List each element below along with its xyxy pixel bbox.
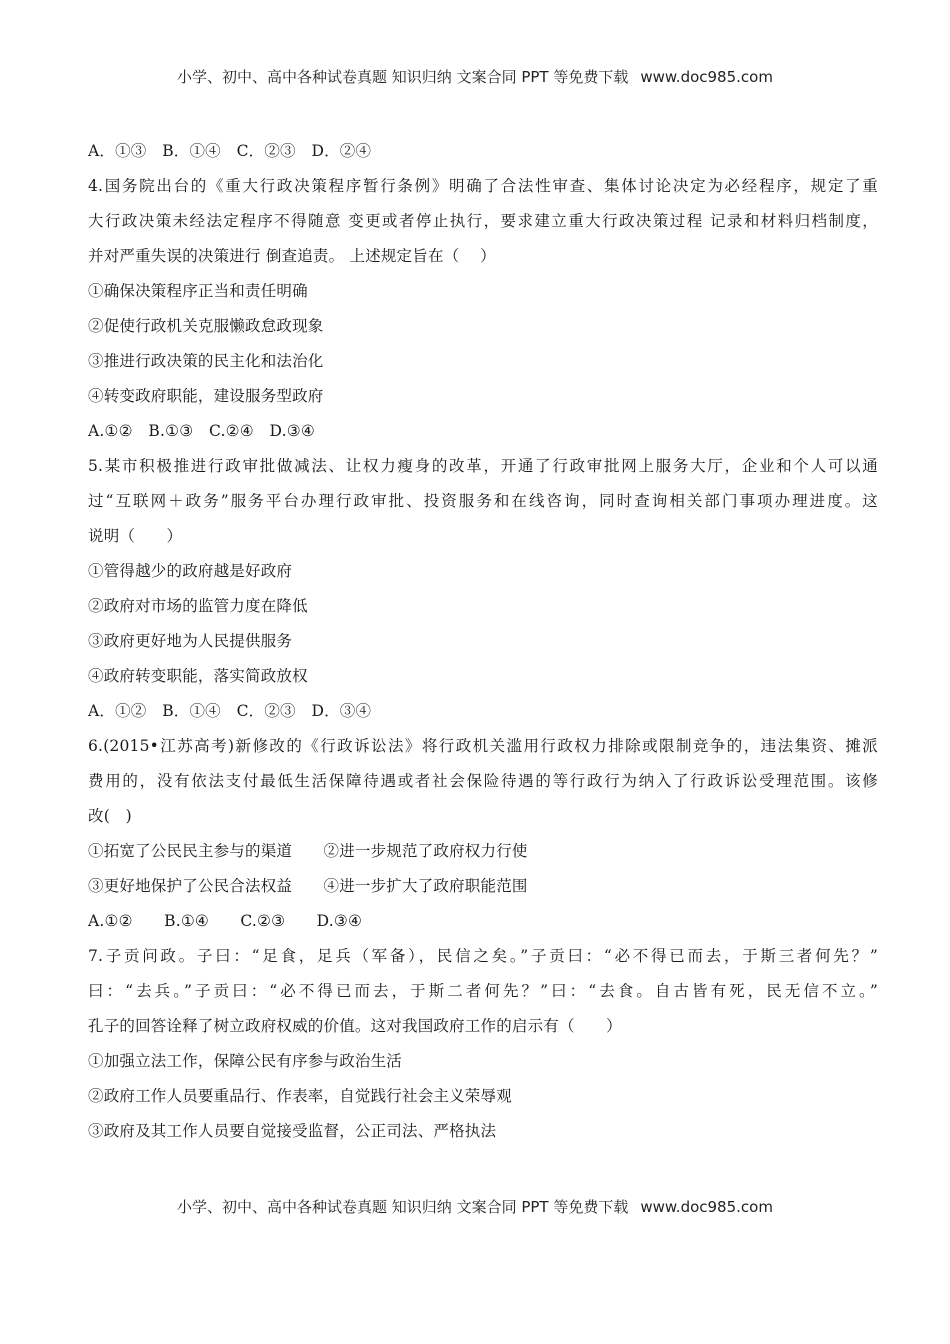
text-line: 6.(2015•江苏高考)新修改的《行政诉讼法》将行政机关滥用行政权力排除或限制竞争的，违法集资、摊派 <box>88 737 878 755</box>
text-line: 费用的，没有依法支付最低生活保障待遇或者社会保险待遇的等行政行为纳入了行政诉讼受理范围。该修 <box>88 772 878 790</box>
text-line: A.①② B.①③ C.②④ D.③④ <box>88 422 315 440</box>
text-line: 曰：“去兵。”子贡曰：“必不得已而去，于斯二者何先？”曰：“去食。自古皆有死，民无信不立。” <box>88 982 878 1000</box>
text-line: 并对严重失误的决策进行 倒查追责。 上述规定旨在（ ） <box>88 247 496 265</box>
text-line: ②政府工作人员要重品行、作表率，自觉践行社会主义荣辱观 <box>88 1087 512 1105</box>
text-line: ③政府更好地为人民提供服务 <box>88 632 293 650</box>
text-line: ④政府转变职能，落实简政放权 <box>88 667 308 685</box>
text-line: 改( ) <box>88 807 132 825</box>
document-body <box>88 134 878 1149</box>
text-line: ④转变政府职能，建设服务型政府 <box>88 387 324 405</box>
text-line: ③推进行政决策的民主化和法治化 <box>88 352 324 370</box>
text-line: ②促使行政机关克服懒政怠政现象 <box>88 317 324 335</box>
text-line: 过“互联网＋政务”服务平台办理行政审批、投资服务和在线咨询，同时查询相关部门事项办理进度。这 <box>88 492 878 510</box>
header-url[interactable]: www.doc985.com <box>640 68 773 86</box>
text-line: A．①③ B．①④ C．②③ D．②④ <box>88 142 372 160</box>
text-line: 孔子的回答诠释了树立政府权威的价值。这对我国政府工作的启示有（ ） <box>88 1017 622 1035</box>
text-line: ①管得越少的政府越是好政府 <box>88 562 293 580</box>
text-line: 大行政决策未经法定程序不得随意 变更或者停止执行，要求建立重大行政决策过程 记录和材料归档制度， <box>88 212 878 230</box>
text-line: ①确保决策程序正当和责任明确 <box>88 282 308 300</box>
page-footer <box>0 1196 950 1217</box>
text-line: ①拓宽了公民民主参与的渠道 ②进一步规范了政府权力行使 <box>88 842 528 860</box>
page-header <box>0 66 950 87</box>
text-line: ③政府及其工作人员要自觉接受监督，公正司法、严格执法 <box>88 1122 497 1140</box>
text-line: ①加强立法工作，保障公民有序参与政治生活 <box>88 1052 403 1070</box>
footer-url[interactable]: www.doc985.com <box>640 1198 773 1216</box>
text-line: 4.国务院出台的《重大行政决策程序暂行条例》明确了合法性审查、集体讨论决定为必经程序，规定了重 <box>88 177 878 195</box>
text-line: ③更好地保护了公民合法权益 ④进一步扩大了政府职能范围 <box>88 877 528 895</box>
text-line: A.①② B.①④ C.②③ D.③④ <box>88 912 363 930</box>
text-line: 5.某市积极推进行政审批做减法、让权力瘦身的改革，开通了行政审批网上服务大厅，企业和个人可以通 <box>88 457 878 475</box>
text-line: 7.子贡问政。子曰：“足食，足兵（军备），民信之矣。”子贡曰：“必不得已而去，于斯三者何先？” <box>88 947 878 965</box>
text-line: ②政府对市场的监管力度在降低 <box>88 597 308 615</box>
footer-text: 小学、初中、高中各种试卷真题 知识归纳 文案合同 PPT 等免费下载 <box>177 1198 629 1216</box>
text-line: A．①② B．①④ C．②③ D．③④ <box>88 702 372 720</box>
text-line: 说明（ ） <box>88 527 183 545</box>
header-text: 小学、初中、高中各种试卷真题 知识归纳 文案合同 PPT 等免费下载 <box>177 68 629 86</box>
